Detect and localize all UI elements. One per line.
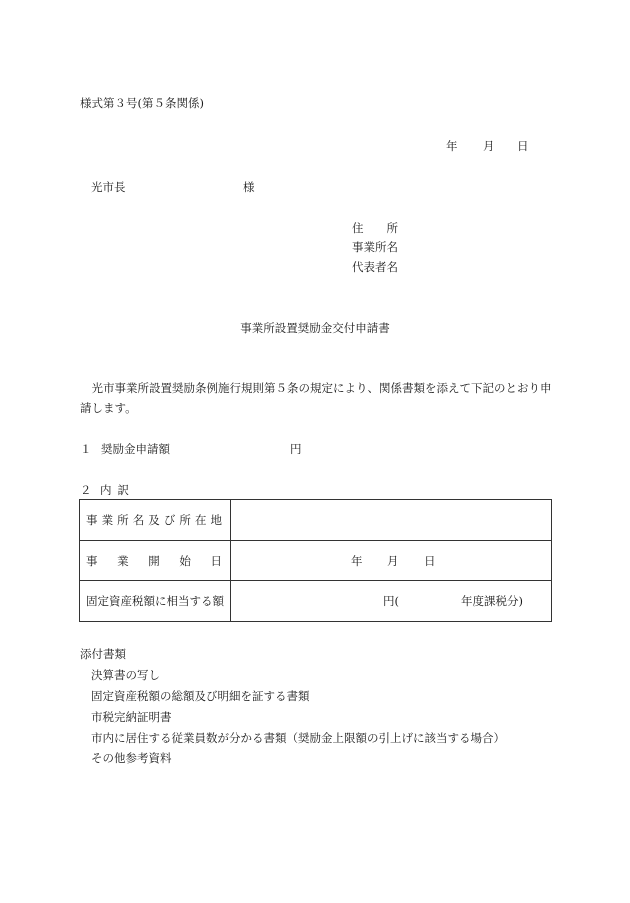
label-char: 業: [117, 553, 129, 568]
label-char: 名: [132, 513, 145, 527]
label-char: 日: [210, 553, 222, 568]
item1-label: 奨励金申請額: [101, 442, 170, 456]
date-year-label: 年: [446, 139, 458, 153]
label-char: 在: [194, 513, 207, 527]
body-paragraph: 光市事業所設置奨励条例施行規則第５条の規定により、関係書類を添えて下記のとおり申請します。: [80, 381, 552, 415]
recipient-honorific: 様: [243, 180, 255, 194]
label-char: 始: [179, 553, 191, 568]
table-row: [80, 541, 552, 581]
start-date-year-label: 年: [351, 553, 363, 568]
label-char: 所: [117, 513, 129, 527]
start-date-month-label: 月: [387, 553, 399, 568]
form-number: 様式第３号(第５条関係): [80, 96, 204, 110]
item2-number: ２: [80, 483, 92, 497]
table-row: [80, 581, 552, 622]
applicant-address-label: 住 所: [352, 221, 398, 235]
start-date-day-label: 日: [424, 553, 436, 568]
item1-number: １: [80, 442, 92, 456]
attachment-item: 市内に居住する従業員数が分かる書類（奨励金上限額の引上げに該当する場合）: [91, 731, 505, 745]
label-char: 及: [148, 513, 160, 527]
document-title: 事業所設置奨励金交付申請書: [240, 321, 390, 335]
fixed-asset-tax-label: 固定資産税額に相当する額: [86, 594, 224, 608]
label-char: 開: [148, 553, 160, 568]
fixed-asset-tax-fiscal-year: 年度課税分): [461, 594, 523, 608]
label-char: 地: [210, 513, 222, 527]
label-char: 事: [86, 513, 98, 527]
label-char: 業: [101, 513, 114, 527]
attachment-item: 固定資産税額の総額及び明細を証する書類: [91, 689, 310, 703]
fixed-asset-tax-yen: 円(: [383, 594, 399, 608]
label-char: 所: [179, 513, 191, 527]
business-location-value-cell: [231, 500, 552, 541]
start-date-label-cell: [80, 541, 231, 581]
table-row: [80, 500, 552, 541]
start-date-label: [86, 553, 230, 569]
attachment-item: 市税完納証明書: [91, 710, 172, 724]
item2-label: 内訳: [100, 483, 135, 497]
business-location-label-cell: [80, 500, 231, 541]
fixed-asset-tax-value-cell: [231, 581, 552, 622]
attachments-heading: 添付書類: [80, 647, 126, 661]
breakdown-table: [79, 499, 552, 622]
attachment-item: 決算書の写し: [91, 668, 160, 682]
attachment-item: その他参考資料: [91, 751, 172, 765]
recipient-name: 光市長: [91, 180, 126, 194]
business-location-label: [86, 512, 230, 528]
label-char: び: [163, 513, 176, 527]
date-day-label: 日: [517, 139, 529, 153]
label-char: 事: [86, 553, 98, 568]
fixed-asset-tax-label-cell: [80, 581, 231, 622]
applicant-representative-label: 代表者名: [352, 260, 398, 274]
item1-yen-unit: 円: [290, 442, 302, 456]
start-date-value-cell: [231, 541, 552, 581]
applicant-business-label: 事業所名: [352, 240, 398, 254]
date-month-label: 月: [483, 139, 495, 153]
